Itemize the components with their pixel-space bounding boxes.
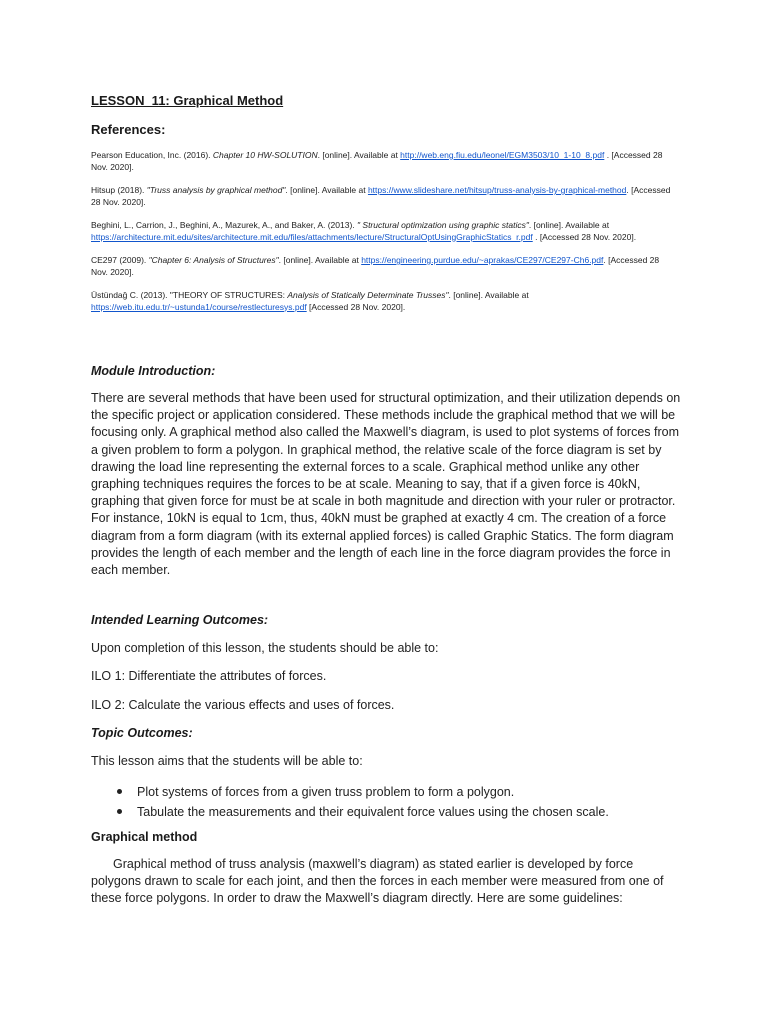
reference-link[interactable]: https://engineering.purdue.edu/~aprakas/CE297/CE297-Ch6.pdf — [361, 255, 604, 265]
reference-title: Chapter 10 HW-SOLUTION — [212, 150, 318, 160]
references-heading: References: — [91, 122, 166, 137]
reference-link[interactable]: http://web.eng.fiu.edu/leonel/EGM3503/10_1-10_8.pdf — [400, 150, 605, 160]
reference-online: . [online]. Available at — [278, 255, 362, 265]
ilo-intro: Upon completion of this lesson, the students should be able to: — [91, 641, 439, 655]
bullet-icon — [117, 789, 122, 794]
reference-item — [91, 185, 671, 208]
reference-accessed: . [Accessed 28 Nov. 2020]. — [91, 185, 671, 207]
module-intro-heading: Module Introduction: — [91, 364, 216, 378]
reference-item — [91, 290, 671, 313]
bullet-icon — [117, 809, 122, 814]
ilo-item-1: ILO 1: Differentiate the attributes of forces. — [91, 669, 327, 683]
list-item — [91, 782, 681, 802]
module-intro-body: There are several methods that have been used for structural optimization, and their utilization depends on the specific project or application considered. These methods include the graphical method that we will be focusing only. A graphical method also called the Maxwell’s diagram, is used to plot systems of forces from a given problem to form a polygon. In graphical method, the relative scale of the force diagram is set by drawing the load line representing the external forces to a scale. Graphical method unlike any other graphing techniques requires the forces to be at scale. Meaning to say, that if a given force is 40kN, graphing that given force for must be at scale in both magnitude and direction with your ruler or protractor. For instance, 10kN is equal to 1cm, thus, 40kN must be graphed at exactly 4 cm. The creation of a force diagram from a form diagram (with its external applied forces) is called Graphic Statics. The form diagram provides the length of each member and the length of each line in the force diagram provides the force in each member. — [91, 391, 681, 578]
topic-outcomes-heading: Topic Outcomes: — [91, 726, 193, 740]
ilo-item-2: ILO 2: Calculate the various effects and uses of forces. — [91, 698, 395, 712]
reference-accessed: . [Accessed 28 Nov. 2020]. — [91, 150, 663, 172]
graphical-method-body: Graphical method of truss analysis (maxwell’s diagram) as stated earlier is developed by force polygons drawn to scale for each joint, and then the forces in each member were measured from one of these force polygons. In order to draw the Maxwell’s diagram directly. Here are some guidelines: — [91, 857, 664, 906]
topic-outcomes-intro: This lesson aims that the students will be able to: — [91, 754, 363, 768]
list-item-text: Plot systems of forces from a given truss problem to form a polygon. — [137, 785, 515, 799]
reference-author: Pearson Education, Inc. (2016). — [91, 150, 213, 160]
reference-link[interactable]: https://www.slideshare.net/hitsup/truss-analysis-by-graphical-method — [367, 185, 627, 195]
reference-title: " Structural optimization using graphic statics" — [357, 220, 529, 230]
reference-item — [91, 220, 671, 243]
reference-accessed: . [Accessed 28 Nov. 2020]. — [532, 231, 637, 242]
reference-online: . [online]. Available at — [448, 290, 529, 300]
topic-outcomes-list — [91, 782, 681, 822]
reference-item — [91, 150, 671, 173]
reference-title: "Chapter 6: Analysis of Structures" — [148, 255, 279, 265]
reference-link[interactable]: https://web.itu.edu.tr/~ustunda1/course/restlecturesys.pdf — [91, 301, 307, 312]
reference-title: "Truss analysis by graphical method" — [146, 185, 286, 195]
reference-accessed: [Accessed 28 Nov. 2020]. — [306, 301, 406, 312]
reference-online: . [online]. Available at — [528, 220, 610, 230]
reference-online: . [online]. Available at — [317, 150, 401, 160]
reference-author: CE297 (2009). — [91, 255, 149, 265]
reference-accessed: . [Accessed 28 Nov. 2020]. — [91, 255, 660, 277]
reference-title: Analysis of Statically Determinate Trusses" — [287, 290, 449, 300]
graphical-method-heading: Graphical method — [91, 830, 198, 844]
reference-link[interactable]: https://architecture.mit.edu/sites/architecture.mit.edu/files/attachments/lecture/StructuralOptUsingGraphicStatics_r.pdf — [91, 231, 533, 242]
reference-author: Beghini, L., Carrion, J., Beghini, A., Mazurek, A., and Baker, A. (2013). — [91, 220, 358, 230]
ilo-heading: Intended Learning Outcomes: — [91, 613, 269, 627]
list-item-text: Tabulate the measurements and their equivalent force values using the chosen scale. — [137, 805, 609, 819]
references-list — [91, 150, 671, 325]
reference-author: Üstündağ C. (2013). "THEORY OF STRUCTURES: — [91, 290, 288, 300]
list-item — [91, 802, 681, 822]
reference-author: Hitsup (2018). — [91, 185, 147, 195]
reference-online: . [online]. Available at — [285, 185, 368, 195]
lesson-title: LESSON 11: Graphical Method — [91, 93, 284, 108]
reference-item — [91, 255, 671, 278]
